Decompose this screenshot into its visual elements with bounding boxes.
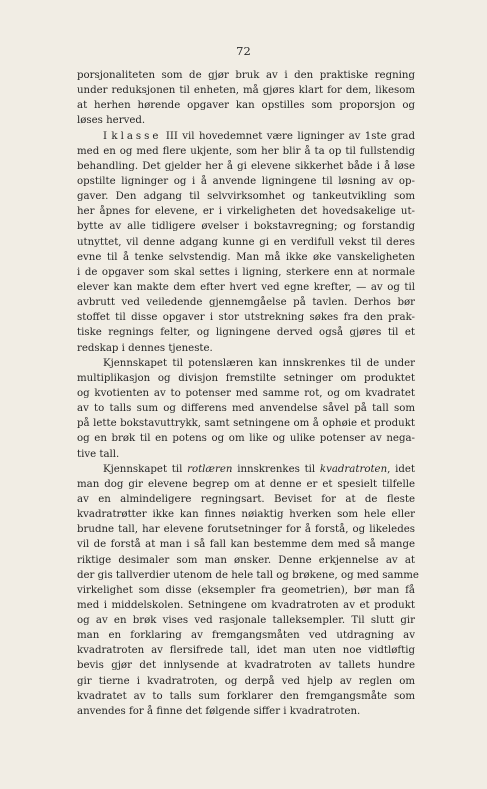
spaced-text: klasse xyxy=(111,130,162,142)
text-line xyxy=(77,507,415,522)
text-line xyxy=(77,68,415,83)
text-segment: redskap i dennes tjeneste. xyxy=(77,342,213,354)
text-line xyxy=(77,83,415,98)
text-line xyxy=(77,522,415,537)
text-segment: innskrenkes til xyxy=(232,463,320,475)
text-segment: anvendes for å finne det følgende siffer i kvadratroten. xyxy=(77,705,361,717)
text-line xyxy=(77,295,415,310)
text-line xyxy=(77,356,415,371)
text-line xyxy=(77,689,415,704)
text-segment: stoffet til disse opgaver i stor utstrekning søkes fra den prak- xyxy=(77,312,415,324)
text-line xyxy=(77,159,415,174)
text-line xyxy=(77,431,415,446)
text-segment: , idet xyxy=(387,463,415,475)
text-line xyxy=(77,204,415,219)
text-segment: riktige desimaler som man ønsker. Denne erkjennelse av at xyxy=(77,554,415,566)
text-segment: gir tierne i kvadratroten, og derpå ved hjelp av reglen om xyxy=(77,675,415,687)
text-line xyxy=(77,462,415,477)
text-line xyxy=(77,310,415,325)
text-segment: og kvotienten av to potenser med samme rot, og om kvadratet xyxy=(77,387,415,399)
italic-text: rotlæren xyxy=(187,463,233,475)
text-line xyxy=(77,492,415,507)
text-line xyxy=(77,98,415,113)
text-segment: tiske regnings felter, og ligningene derved også gjøres til et xyxy=(77,327,415,339)
page-number: 72 xyxy=(236,44,251,58)
text-line xyxy=(77,598,415,613)
text-line xyxy=(77,250,415,265)
text-line xyxy=(77,553,415,568)
body-text xyxy=(77,68,419,719)
text-segment: med i middelskolen. Setningene om kvadratroten av et produkt xyxy=(77,599,415,611)
text-segment: bytte av alle tidligere øvelser i bokstavregning; og forstandig xyxy=(77,221,415,233)
text-segment: vil de forstå at man i så fall kan bestemme dem med så mange xyxy=(77,539,415,551)
text-segment: av to talls sum og differens med anvendelse såvel på tall som xyxy=(77,403,415,415)
text-segment: løses herved. xyxy=(77,115,146,127)
text-segment: der gis tallverdier utenom de hele tall og brøkene, og med samme xyxy=(77,569,419,581)
text-line xyxy=(77,401,415,416)
text-segment: i de opgaver som skal settes i ligning, sterkere enn at normale xyxy=(77,266,415,278)
text-segment: multiplikasjon og divisjon fremstilte setninger om produktet xyxy=(77,372,415,384)
text-segment: brudne tall, har elevene forutsetninger for å forstå, og likeledes xyxy=(77,524,415,536)
text-segment: avbrutt ved veiledende gjennemgåelse på tavlen. Derhos bør xyxy=(77,297,415,309)
text-segment: kvadratet av to talls sum forklarer den fremgangsmåte som xyxy=(77,690,415,702)
text-segment: kvadratrøtter ikke kan finnes nøiaktig hverken som hele eller xyxy=(77,509,415,521)
text-line xyxy=(77,386,415,401)
text-segment: opstilte ligninger og i å anvende ligningene til løsning av op- xyxy=(77,175,415,187)
text-segment: man en forklaring av fremgangsmåten ved utdragning av xyxy=(77,630,415,642)
text-segment: I xyxy=(103,130,112,142)
text-line xyxy=(77,537,415,552)
text-segment: utnyttet, vil denne adgang kunne gi en verdifull vekst til deres xyxy=(77,236,415,248)
text-segment: man dog gir elevene begrep om at denne er et spesielt tilfelle xyxy=(77,478,415,490)
text-line xyxy=(77,416,415,431)
text-segment: elever kan makte dem efter hvert ved egne krefter, — av og til xyxy=(77,281,415,293)
text-line xyxy=(77,447,415,462)
text-segment: og en brøk til en potens og om like og ulike potenser av nega- xyxy=(77,433,415,445)
text-line xyxy=(77,219,415,234)
text-line xyxy=(77,658,415,673)
text-segment: Kjennskapet til xyxy=(103,463,188,475)
text-line xyxy=(77,477,415,492)
text-line xyxy=(77,341,415,356)
text-segment: III vil hovedemnet være ligninger av 1ste grad xyxy=(161,130,415,142)
text-segment: bevis gjør det innlysende at kvadratroten av tallets hundre xyxy=(77,660,415,672)
text-line xyxy=(77,189,415,204)
text-segment: og av en brøk vises ved rasjonale talleksempler. Til slutt gir xyxy=(77,615,415,627)
text-segment: at herhen hørende opgaver kan opstilles som proporsjon og xyxy=(77,100,415,112)
text-line xyxy=(77,583,415,598)
text-line xyxy=(77,674,415,689)
text-line xyxy=(77,325,415,340)
text-segment: under reduksjonen til enheten, må gjøres klart for dem, likesom xyxy=(77,85,415,97)
text-line xyxy=(77,129,415,144)
text-line xyxy=(77,174,415,189)
text-line xyxy=(77,235,415,250)
text-line xyxy=(77,265,415,280)
text-segment: tive tall. xyxy=(77,448,120,460)
text-segment: med en og med flere ukjente, som her blir å ta op til fullstendig xyxy=(77,145,415,157)
text-segment: av en almindeligere regningsart. Beviset for at de fleste xyxy=(77,493,415,505)
text-segment: evne til å tenke selvstendig. Man må ikke øke vanskeligheten xyxy=(77,251,415,263)
text-line xyxy=(77,628,415,643)
text-segment: gaver. Den adgang til selvvirksomhet og tankeutvikling som xyxy=(77,191,415,203)
italic-text: kvadratroten xyxy=(319,463,388,475)
text-line xyxy=(77,568,419,583)
text-segment: på lette bokstavuttrykk, samt setningene om å ophøie et produkt xyxy=(77,418,415,430)
text-line xyxy=(77,113,415,128)
text-line xyxy=(77,643,415,658)
text-segment: behandling. Det gjelder her å gi elevene sikkerhet både i å løse xyxy=(77,160,415,172)
text-line xyxy=(77,613,415,628)
text-line xyxy=(77,371,415,386)
text-line xyxy=(77,144,415,159)
text-line xyxy=(77,704,415,719)
text-segment: porsjonaliteten som de gjør bruk av i den praktiske regning xyxy=(77,70,415,81)
text-segment: kvadratroten av flersifrede tall, idet man uten noe vidtløftig xyxy=(77,645,415,657)
text-segment: Kjennskapet til potenslæren kan innskrenkes til de under xyxy=(103,357,415,369)
text-segment: virkelighet som disse (eksempler fra geometrien), bør man få xyxy=(77,584,415,596)
text-segment: her åpnes for elevene, er i virkeligheten det hovedsakelige ut- xyxy=(77,206,415,218)
text-line xyxy=(77,280,415,295)
